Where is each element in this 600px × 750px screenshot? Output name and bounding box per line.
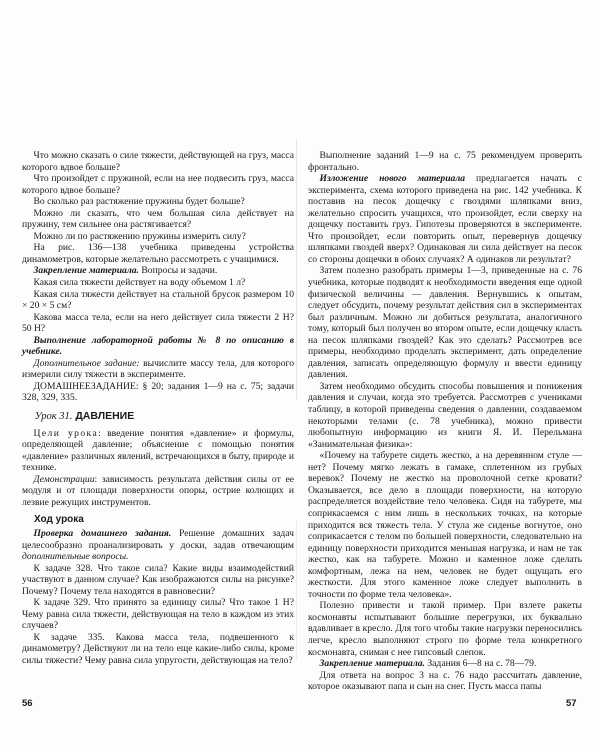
paragraph: Можно ли сказать, что чем большая сила действует на пружину, тем сильнее она растягивается?	[22, 207, 294, 231]
paragraph: Выполнение заданий 1—9 на с. 75 рекомендуем проверить фронтально.	[308, 150, 582, 173]
left-page	[22, 150, 294, 667]
paragraph: Что произойдет с пружиной, если на нее подвесить груз, масса которого вдвое больше?	[22, 173, 294, 196]
right-page	[308, 150, 582, 693]
lesson-goals	[22, 428, 294, 474]
goals-text: : введение понятия «давление» и формулы, определяющей давление; объяснение с помощью понятия «давление» различных явлений, встречающихся в быту, природе и технике.	[22, 427, 295, 474]
goals-label: Цели урока	[33, 427, 99, 439]
question: Какая сила тяжести действует на воду объемом 1 л?	[33, 277, 246, 289]
page-number-right: 57	[566, 698, 577, 709]
lesson-title	[22, 411, 294, 423]
consolidation-paragraph	[308, 658, 582, 670]
task-329: К задаче 329. Что принято за единицу силы? Что такое 1 Н? Чему равна сила тяжести, действующая на тело в каждом из этих случаев?	[22, 597, 294, 632]
paragraph: Полезно привести и такой пример. При взлете ракеты космонавты испытывают большие перегрузки, их буквально вдавливает в кресло. Для того чтобы такие нагрузки переносились легче, кресло выполняют строго по форме тела конкретного космонавта, снимая с нее гипсовый слепок.	[308, 600, 582, 658]
paragraph: Для ответа на вопрос 3 на с. 76 надо рассчитать давление, которое оказывают папа и сын на снег. Пусть масса папы	[308, 669, 582, 693]
lesson-name: ДАВЛЕНИЕ	[75, 410, 135, 423]
lab-work: Выполнение лабораторной работы № 8 по описанию в учебнике.	[22, 334, 294, 358]
check-text: Решение домашних задач целесообразно проанализировать у доски, задав отвечающим	[22, 527, 294, 551]
homework-check	[22, 528, 294, 563]
paragraph: Можно ли по растяжению пружины измерить силу?	[33, 230, 246, 242]
question: Какая сила тяжести действует на стальной брусок размером 10 × 20 × 5 см?	[22, 288, 294, 312]
check-label: Проверка домашнего задания.	[33, 527, 172, 539]
paragraph: На рис. 136—138 учебника приведены устройства динамометров, которые желательно рассмотреть с учащимися.	[22, 242, 294, 265]
demonstrations	[22, 474, 294, 509]
paragraph: Затем необходимо обсудить способы повышения и понижения давления и случаи, когда это требуется. Рассмотрев с учениками таблицу, в которой приведены сведения о давлении, создаваемом некоторыми телами (с. 78 учебника), можно привести любопытную информацию из книги Я. И. Перельмана «Занимательная физика»:	[308, 380, 582, 450]
consolidation-text: Задания 6—8 на с. 78—79.	[424, 658, 537, 670]
quotation: «Почему на табурете сидеть жестко, а на деревянном стуле — нет? Почему мягко лежать в гамаке, сплетенном из грубых веревок? Почему не жестко на проволочной сетке кровати? Оказывается, все дело в площади поверхности, на которую распределяется воздействие тело человека. Сидя на табурете, мы соприкасаемся с ним лишь в нескольких точках, на которые приходится вся тяжесть тела. У стула же сиденье вогнутое, оно соприкасается с телом по большей поверхности, следовательно на единицу поверхности приходится меньшая нагрузка, и нам не так жестко, как на табурете. Можно и каменное ложе сделать комфортным, лежа на нем, человек не будет ощущать его жесткости. Для этого каменное ложе следует выполнить в точности по форме тела человека».	[308, 450, 582, 600]
demo-text: : зависимость результата действия силы от ее модуля и от площади поверхности опоры, острие колющих и лезвие режущих инструментов.	[22, 473, 294, 508]
consolidation-paragraph	[22, 265, 294, 277]
gutter-shadow-lower	[296, 520, 297, 660]
new-material-text: предлагается начать с эксперимента, схема которого приведена на рис. 142 учебника. К поставив на песок дощечку с гвоздями шляпками вниз, желательно спросить учащихся, что произойдет, если сверху на дощечку поставить груз. Гипотезы проверяются в эксперименте. Что произойдет, если повторить опыт, перевернув дощечку шляпками гвоздей вверх? Одинаковая ли сила действует на песок со стороны дощечки в обоих случаях? А одинаков ли результат?	[308, 173, 582, 265]
task-328: К задаче 328. Что такое сила? Какие виды взаимодействий участвуют в данном случае? Как изображаются силы на рисунке? Почему? Почему тела находятся в равновесии?	[22, 562, 294, 597]
extra-task	[22, 358, 294, 381]
gutter-shadow	[296, 140, 297, 400]
paragraph: Во сколько раз растяжение пружины будет больше?	[33, 196, 245, 208]
consolidation-text: Вопросы и задачи.	[138, 265, 218, 277]
section-heading: Ход урока	[34, 514, 84, 526]
consolidation-label: Закрепление материала.	[319, 658, 425, 670]
extra-label: Дополнительное задание:	[33, 357, 140, 369]
page-number-left: 56	[22, 698, 33, 709]
homework: ДОМАШНЕЕЗАДАНИЕ: § 20; задания 1—9 на с. 75; задачи 328, 329, 335.	[22, 380, 294, 404]
lesson-number: Урок 31.	[34, 411, 73, 423]
task-335: К задаче 335. Какова масса тела, подвешенного к динамометру? Действуют ли на тело еще какие-либо силы, кроме силы тяжести? Чему равна сила упругости, действующая на тело?	[22, 631, 294, 666]
consolidation-label: Закрепление материала.	[33, 265, 139, 277]
new-material-label: Изложение нового материала	[319, 173, 466, 185]
extra-text: вычислите массу тела, для которого измерили силу тяжести в эксперименте.	[22, 357, 295, 381]
demo-label: Демонстрации	[33, 473, 95, 485]
new-material	[308, 173, 582, 265]
question: Какова масса тела, если на него действует сила тяжести 2 Н? 50 Н?	[22, 311, 294, 335]
paragraph: Затем полезно разобрать примеры 1—3, приведенные на с. 76 учебника, которые подводят к необходимости введения еще одной физической величины — давления. Вернувшись к опытам, следует обсудить, почему результат действия сил в экспериментах был различным. Можно ли добиться результата, аналогичного тому, который был получен во втором опыте, если дощечку класть на песок шляпками гвоздей? Как это сделать? Рассмотрев все примеры, необходимо проделать эксперимент, дать определение давления, записать определяющую формулу и ввести единицу давления.	[308, 265, 582, 381]
paragraph: Что можно сказать о силе тяжести, действующей на груз, масса которого вдвое больше?	[22, 150, 294, 173]
check-tail: дополнительные вопросы.	[22, 551, 129, 563]
